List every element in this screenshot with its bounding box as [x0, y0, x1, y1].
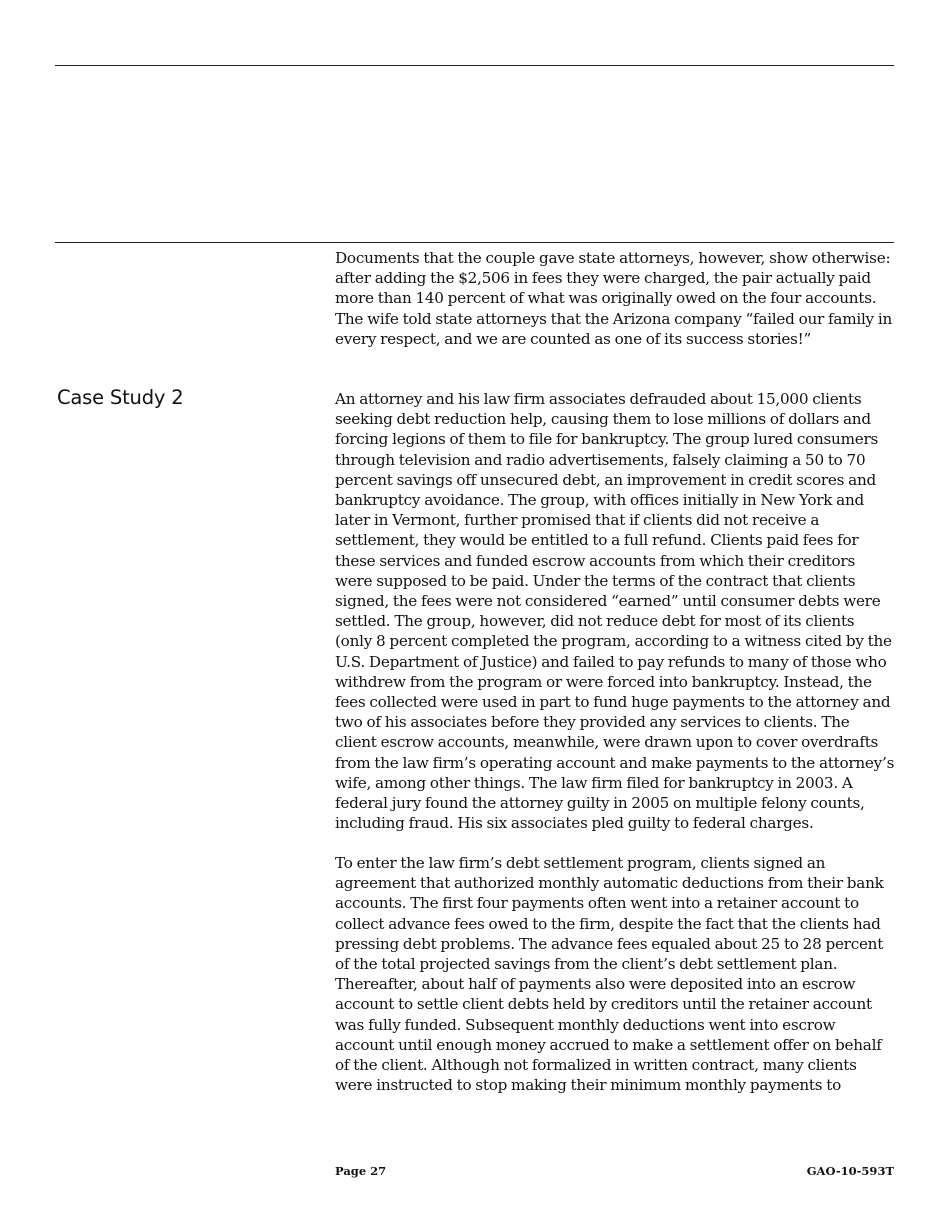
- continued-paragraph: [335, 248, 895, 349]
- case-study-heading: Case Study 2: [57, 386, 184, 409]
- section-rule: [55, 242, 894, 243]
- paragraph-text: To enter the law firm’s debt settlement program, clients signed an agreement that authorized monthly automatic deductions from their bank accounts. The first four payments often went into a retainer account to collect advance fees owed to the firm, despite the fact that the clients had pressing debt problems. The advance fees equaled about 25 to 28 percent of the total projected savings from the client’s debt settlement plan. Thereafter, about half of payments also were deposited into an escrow account to settle client debts held by creditors until the retainer account was fully funded. Subsequent monthly deductions went into escrow account until enough money accrued to make a settlement offer on behalf of the client. Although not formalized in written contract, many clients were instructed to stop making their minimum monthly payments to: [335, 854, 884, 1095]
- paragraph-text: Documents that the couple gave state attorneys, however, show otherwise: after adding the $2,506 in fees they were charged, the pair actually paid more than 140 percent of what was originally owed on the four accounts. The wife told state attorneys that the Arizona company “failed our family in every respect, and we are counted as one of its success stories!”: [335, 249, 893, 348]
- paragraph-text: An attorney and his law firm associates defrauded about 15,000 clients seeking debt reduction help, causing them to lose millions of dollars and forcing legions of them to file for bankruptcy. The group lured consumers through television and radio advertisements, falsely claiming a 50 to 70 percent savings off unsecured debt, an improvement in credit scores and bankruptcy avoidance. The group, with offices initially in New York and later in Vermont, further promised that if clients did not receive a settlement, they would be entitled to a full refund. Clients paid fees for these services and funded escrow accounts from which their creditors were supposed to be paid. Under the terms of the contract that clients signed, the fees were not considered “earned” until consumer debts were settled. The group, however, did not reduce debt for most of its clients (only 8 percent completed the program, according to a witness cited by the U.S. Department of Justice) and failed to pay refunds to many of those who withdrew from the program or were forced into bankruptcy. Instead, the fees collected were used in part to fund huge payments to the attorney and two of his associates before they provided any services to clients. The client escrow accounts, meanwhile, were drawn upon to cover overdrafts from the law firm’s operating account and make payments to the attorney’s wife, among other things. The law firm filed for bankruptcy in 2003. A federal jury found the attorney guilty in 2005 on multiple felony counts, including fraud. His six associates pled guilty to federal charges.: [335, 390, 895, 833]
- top-rule: [55, 65, 894, 66]
- case-study-paragraph-2: [335, 853, 895, 1095]
- report-id: GAO-10-593T: [806, 1164, 894, 1178]
- case-study-paragraph-1: [335, 389, 895, 833]
- page-number: Page 27: [335, 1164, 387, 1178]
